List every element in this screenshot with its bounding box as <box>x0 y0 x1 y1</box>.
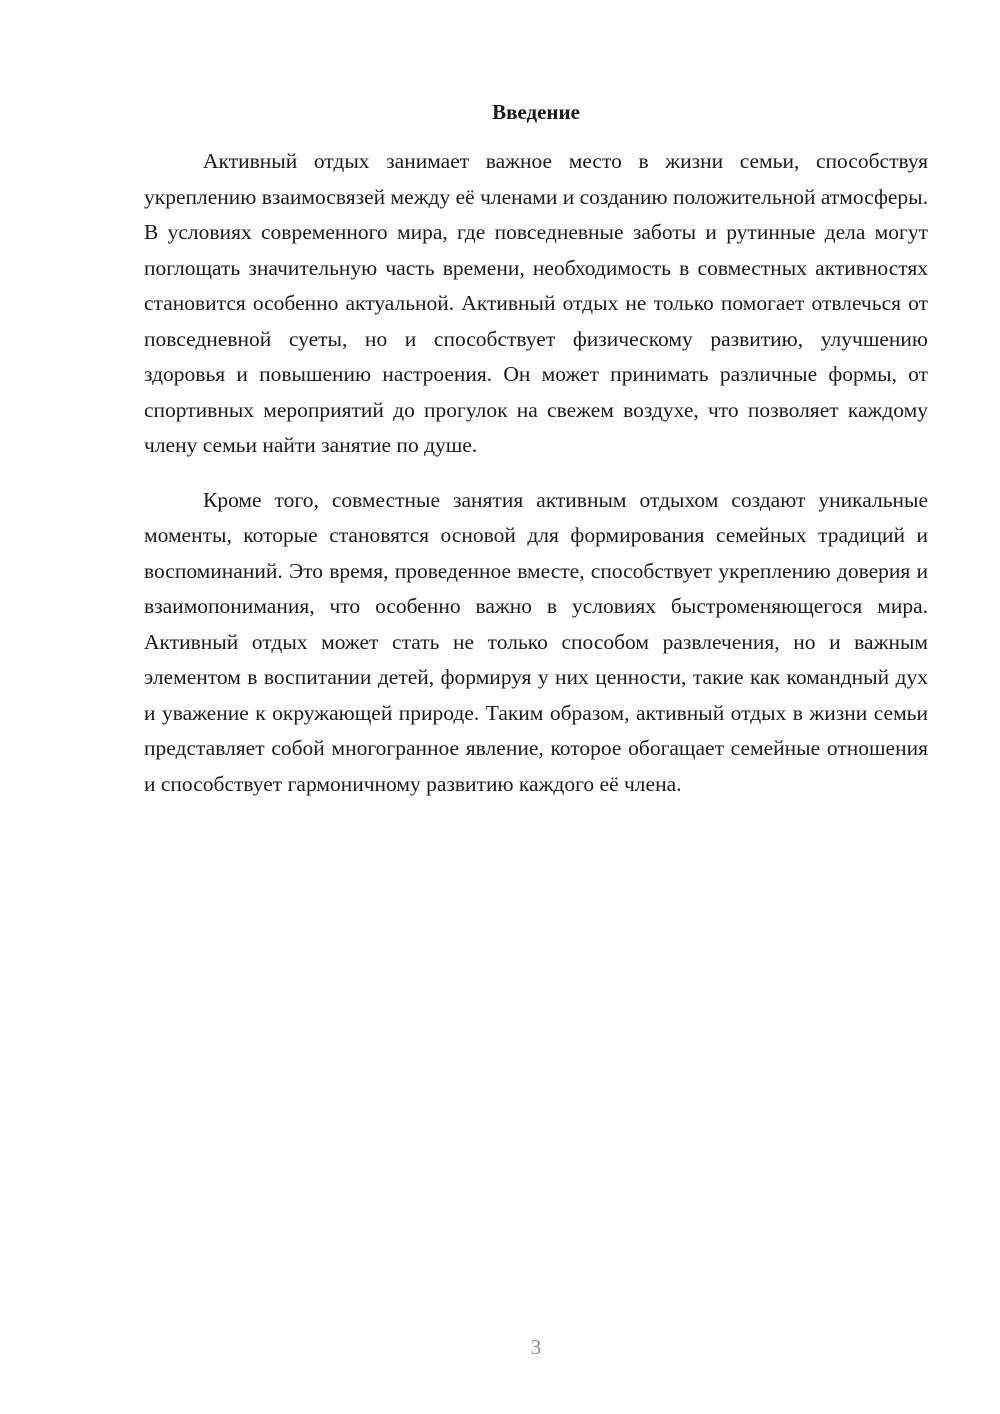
section-heading: Введение <box>492 100 580 124</box>
paragraph-1: Активный отдых занимает важное место в жизни семьи, способствуя укреплению взаимосвязей между её членами и созданию положительной атмосферы. В условиях современного мира, где повседневные заботы и рутинные дела могут поглощать значительную часть времени, необходимость в совместных активностях становится особенно актуальной. Активный отдых не только помогает отвлечься от повседневной суеты, но и способствует физическому развитию, улучшению здоровья и повышению настроения. Он может принимать различные формы, от спортивных мероприятий до прогулок на свежем воздухе, что позволяет каждому члену семьи найти занятие по душе. <box>144 149 928 457</box>
page-number: 3 <box>530 1335 542 1359</box>
paragraph-2: Кроме того, совместные занятия активным отдыхом создают уникальные моменты, которые становятся основой для формирования семейных традиций и воспоминаний. Это время, проведенное вместе, способствует укреплению доверия и взаимопонимания, что особенно важно в условиях быстроменяющегося мира. Активный отдых может стать не только способом развлечения, но и важным элементом в воспитании детей, формируя у них ценности, такие как командный дух и уважение к окружающей природе. Таким образом, активный отдых в жизни семьи представляет собой многогранное явление, которое обогащает семейные отношения и способствует гармоничному развитию каждого её члена. <box>144 487 928 796</box>
body-text <box>144 144 928 802</box>
